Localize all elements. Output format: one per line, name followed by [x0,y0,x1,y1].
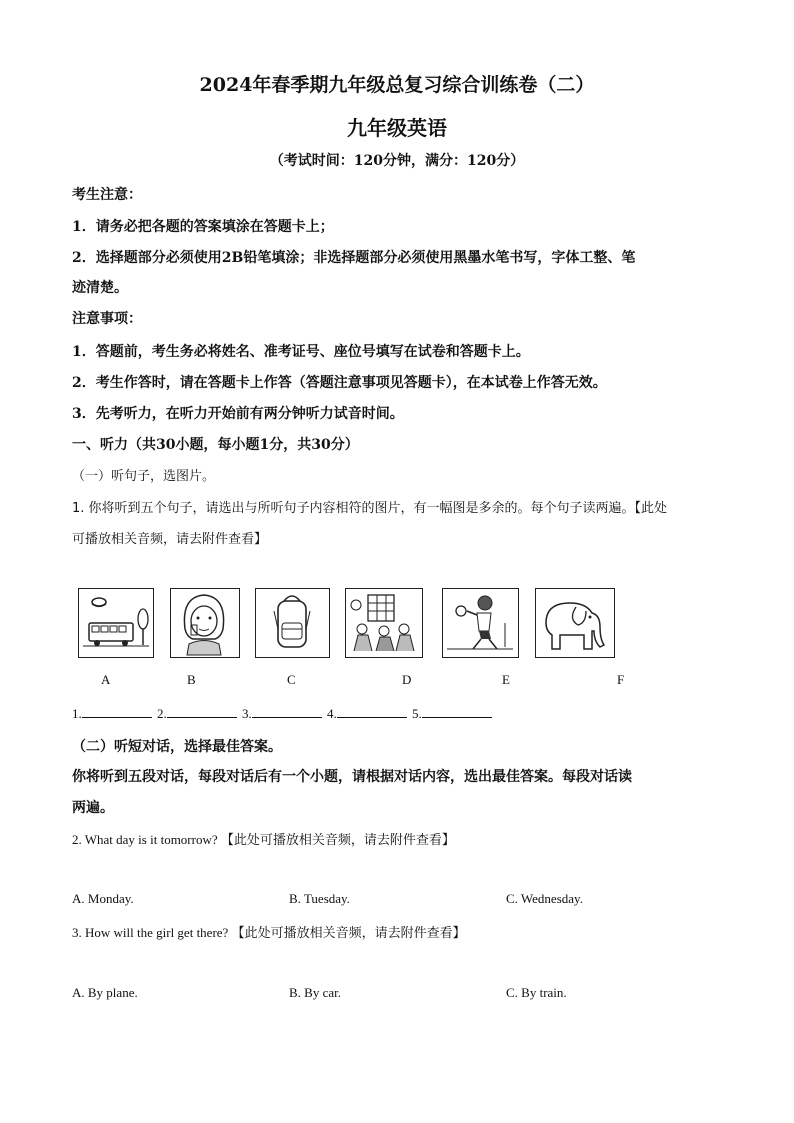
answer-blanks [72,705,494,722]
answer-blank-1[interactable] [82,705,152,718]
picture-label-d: D [402,672,412,687]
notice-item-2a: 2．选择题部分必须使用2B铅笔填涂；非选择题部分必须使用黑墨水笔书写，字体工整、笔 [72,250,636,266]
picture-label-b: B [187,672,196,687]
blank-number-5: 5. [412,706,422,721]
exam-info: （考试时间：120分钟，满分：120分） [269,153,525,169]
exam-title: 2024年春季期九年级总复习综合训练卷（二） [199,74,595,96]
notice-item-3: 1．答题前，考生务必将姓名、准考证号、座位号填写在试卷和答题卡上。 [72,344,530,360]
picture-a-bus-icon [78,588,154,658]
answer-blank-4[interactable] [337,705,407,718]
part-2-instruction-b: 两遍。 [72,800,114,816]
blank-number-1: 1. [72,706,82,721]
answer-blank-3[interactable] [252,705,322,718]
picture-e-girl-playing-ball-icon [442,588,519,658]
picture-label-e: E [502,672,510,687]
part-1-title: （一）听句子，选图片。 [72,469,216,484]
question-2-option-c[interactable]: C. Wednesday. [506,891,583,906]
question-2-option-a[interactable]: A. Monday. [72,891,134,906]
part-2-title: （二）听短对话，选择最佳答案。 [72,739,282,755]
exam-subtitle: 九年级英语 [347,116,447,140]
question-1-line-a: 1. 你将听到五个句子，请选出与所听句子内容相符的图片，有一幅图是多余的。每个句子读两遍。【此处 [72,501,668,516]
question-3-option-a[interactable]: A. By plane. [72,985,138,1000]
question-1-line-b: 可播放相关音频，请去附件查看】 [72,532,268,547]
answer-blank-2[interactable] [167,705,237,718]
notice-item-5: 3．先考听力，在听力开始前有两分钟听力试音时间。 [72,406,404,422]
part-2-instruction-a: 你将听到五段对话，每段对话后有一个小题，请根据对话内容，选出最佳答案。每段对话读 [72,769,632,785]
blank-number-4: 4. [327,706,337,721]
notice-item-4: 2．考生作答时，请在答题卡上作答（答题注意事项见答题卡），在本试卷上作答无效。 [72,375,607,391]
question-3-option-b[interactable]: B. By car. [289,985,341,1000]
answer-blank-5[interactable] [422,705,492,718]
section-1-title: 一、听力（共30小题，每小题1分，共30分） [72,437,359,453]
picture-b-girl-icon [170,588,240,658]
picture-d-people-building-icon [345,588,423,658]
question-3: 3. How will the girl get there? 【此处可播放相关音频，请去附件查看】 [72,925,466,940]
blank-number-2: 2. [157,706,167,721]
picture-c-backpack-icon [255,588,330,658]
notice-item-2b: 迹清楚。 [72,280,128,296]
notice-heading-2: 注意事项： [72,311,142,327]
question-2-option-b[interactable]: B. Tuesday. [289,891,350,906]
blank-number-3: 3. [242,706,252,721]
question-3-option-c[interactable]: C. By train. [506,985,567,1000]
picture-label-c: C [287,672,296,687]
question-2: 2. What day is it tomorrow? 【此处可播放相关音频，请去附件查看】 [72,832,455,847]
picture-label-a: A [101,672,111,687]
picture-label-f: F [617,672,625,687]
notice-heading-1: 考生注意： [72,187,142,203]
notice-item-1: 1．请务必把各题的答案填涂在答题卡上； [72,219,334,235]
picture-f-elephant-icon [535,588,615,658]
